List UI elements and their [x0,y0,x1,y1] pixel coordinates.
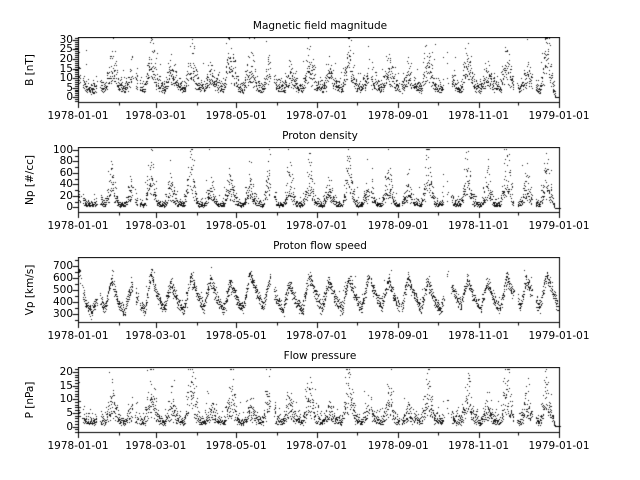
x-tick-label: 1979-01-01 [528,330,590,342]
x-tick-label: 1978-07-01 [286,220,348,232]
y-axis-label: B [nT] [24,54,36,86]
panel-title: Proton flow speed [273,240,367,252]
y-tick-label: 5 [66,406,73,419]
y-tick-label: 0 [66,420,73,433]
proton-density-plot-canvas [68,147,562,221]
y-tick-label: 20 [59,52,73,65]
proton-flow-speed-plot-canvas [68,257,562,331]
x-tick-label: 1978-03-01 [125,440,187,452]
y-axis-label: P [nPa] [24,381,36,419]
magnetic-field-plot-canvas [68,37,562,111]
x-tick-label: 1978-07-01 [286,440,348,452]
y-tick-label: 25 [59,43,73,56]
x-tick-label: 1978-01-01 [47,440,109,452]
x-tick-label: 1978-05-01 [205,220,267,232]
y-tick-label: 400 [52,295,73,308]
x-tick-label: 1978-03-01 [125,110,187,122]
y-tick-label: 15 [59,62,73,75]
y-tick-label: 100 [52,143,73,156]
x-tick-label: 1978-07-01 [286,330,348,342]
x-tick-label: 1978-05-01 [205,440,267,452]
y-tick-label: 40 [59,178,73,191]
x-tick-label: 1978-05-01 [205,330,267,342]
y-axis-label: Np [#/cc] [24,155,36,205]
y-tick-label: 10 [59,393,73,406]
x-tick-label: 1978-03-01 [125,330,187,342]
x-tick-label: 1979-01-01 [528,110,590,122]
y-tick-label: 20 [59,189,73,202]
x-tick-label: 1978-07-01 [286,110,348,122]
y-tick-label: 500 [52,283,73,296]
y-tick-label: 300 [52,307,73,320]
y-tick-label: 30 [59,33,73,46]
x-tick-label: 1978-11-01 [448,440,510,452]
y-tick-label: 600 [52,271,73,284]
y-tick-label: 0 [66,91,73,104]
x-tick-label: 1979-01-01 [528,440,590,452]
x-tick-label: 1978-09-01 [367,330,429,342]
y-axis-label: Vp [km/s] [24,264,36,316]
y-tick-label: 10 [59,72,73,85]
x-tick-label: 1978-11-01 [448,220,510,232]
y-tick-label: 80 [59,155,73,168]
x-tick-label: 1979-01-01 [528,220,590,232]
x-tick-label: 1978-09-01 [367,110,429,122]
panel-title: Flow pressure [283,350,357,362]
y-tick-label: 60 [59,166,73,179]
y-tick-label: 15 [59,379,73,392]
y-tick-label: 20 [59,365,73,378]
panel-title: Proton density [282,130,358,142]
x-tick-label: 1978-11-01 [448,110,510,122]
y-tick-label: 5 [66,81,73,94]
x-tick-label: 1978-05-01 [205,110,267,122]
y-tick-label: 700 [52,259,73,272]
x-tick-label: 1978-09-01 [367,220,429,232]
x-tick-label: 1978-01-01 [47,220,109,232]
x-tick-label: 1978-11-01 [448,330,510,342]
x-tick-label: 1978-03-01 [125,220,187,232]
y-tick-label: 0 [66,201,73,214]
x-tick-label: 1978-01-01 [47,330,109,342]
x-tick-label: 1978-01-01 [47,110,109,122]
flow-pressure-plot-canvas [68,367,562,441]
panel-title: Magnetic field magnitude [252,20,388,32]
x-tick-label: 1978-09-01 [367,440,429,452]
